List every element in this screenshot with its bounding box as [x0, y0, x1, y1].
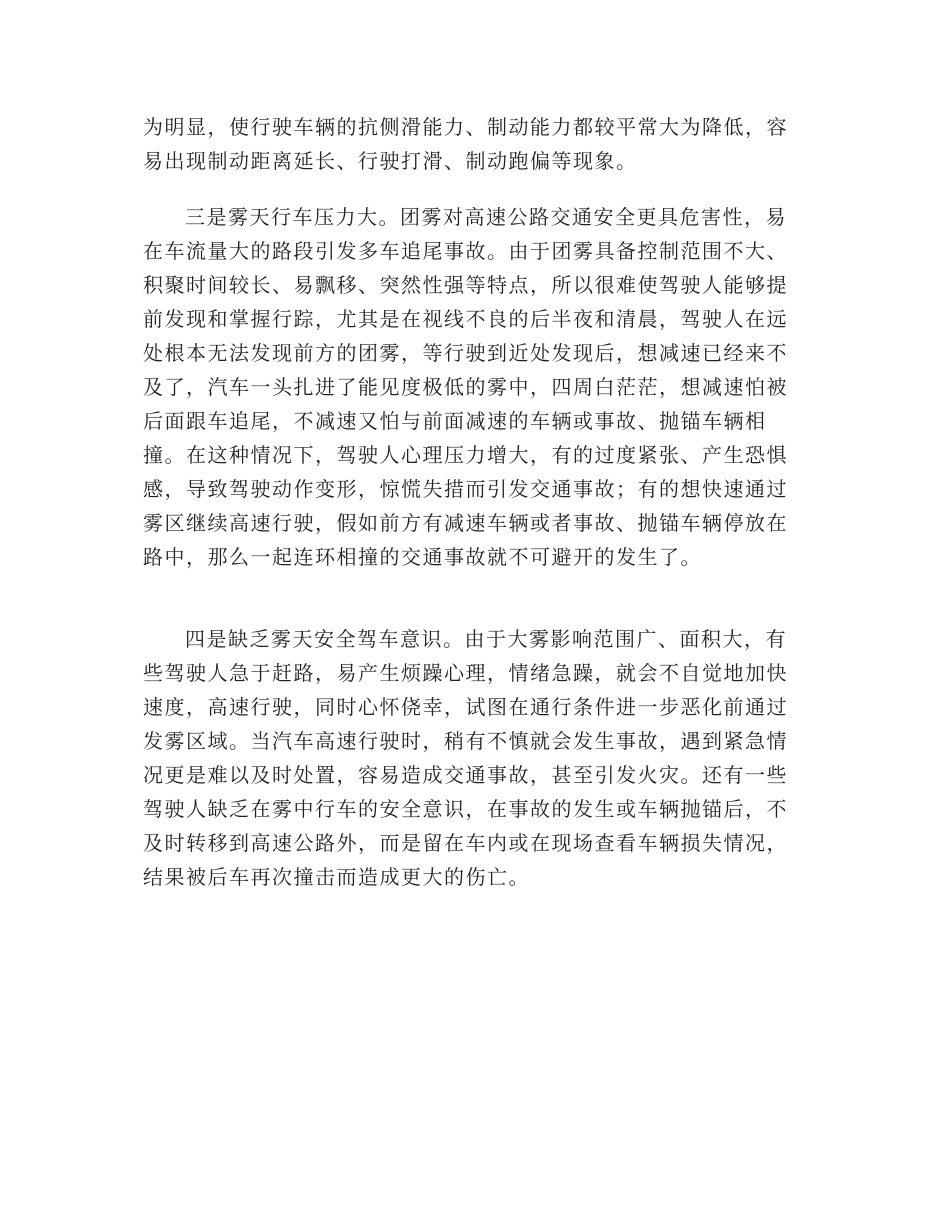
text-line: 易出现制动距离延长、行驶打滑、制动跑偏等现象。	[143, 149, 638, 173]
text-line: 为明显，使行驶车辆的抗侧滑能力、制动能力都较平常大为降低，容	[143, 115, 788, 139]
text-line: 三是雾天行车压力大。团雾对高速公路交通安全更具危害性，易	[185, 205, 787, 229]
text-line: 后面跟车追尾，不减速又怕与前面减速的车辆或事故、抛锚车辆相	[143, 409, 767, 433]
text-line: 路中，那么一起连环相撞的交通事故就不可避开的发生了。	[143, 545, 702, 569]
text-line: 撞。在这种情况下，驾驶人心理压力增大，有的过度紧张、产生恐惧	[143, 443, 788, 467]
text-line: 结果被后车再次撞击而造成更大的伤亡。	[143, 865, 530, 889]
text-line: 感，导致驾驶动作变形，惊慌失措而引发交通事故；有的想快速通过	[143, 477, 788, 501]
text-line: 驾驶人缺乏在雾中行车的安全意识，在事故的发生或车辆抛锚后，不	[143, 797, 788, 821]
text-line: 些驾驶人急于赶路，易产生烦躁心理，情绪急躁，就会不自觉地加快	[143, 661, 788, 685]
text-line: 四是缺乏雾天安全驾车意识。由于大雾影响范围广、面积大，有	[185, 627, 787, 651]
text-line: 及时转移到高速公路外，而是留在车内或在现场查看车辆损失情况，	[143, 831, 788, 855]
paragraph-safety-awareness	[143, 622, 813, 894]
text-line: 速度，高速行驶，同时心怀侥幸，试图在通行条件进一步恶化前通过	[143, 695, 788, 719]
paragraph-continuation	[143, 110, 813, 178]
text-line: 前发现和掌握行踪，尤其是在视线不良的后半夜和清晨，驾驶人在远	[143, 307, 788, 331]
text-line: 发雾区域。当汽车高速行驶时，稍有不慎就会发生事故，遇到紧急情	[143, 729, 788, 753]
text-line: 况更是难以及时处置，容易造成交通事故，甚至引发火灾。还有一些	[143, 763, 788, 787]
text-line: 及了，汽车一头扎进了能见度极低的雾中，四周白茫茫，想减速怕被	[143, 375, 788, 399]
paragraph-fog-driving-pressure	[143, 200, 813, 574]
text-line: 在车流量大的路段引发多车追尾事故。由于团雾具备控制范围不大、	[143, 239, 788, 263]
text-line: 雾区继续高速行驶，假如前方有减速车辆或者事故、抛锚车辆停放在	[143, 511, 788, 535]
text-line: 积聚时间较长、易飘移、突然性强等特点，所以很难使驾驶人能够提	[143, 273, 788, 297]
text-line: 处根本无法发现前方的团雾，等行驶到近处发现后，想减速已经来不	[143, 341, 788, 365]
